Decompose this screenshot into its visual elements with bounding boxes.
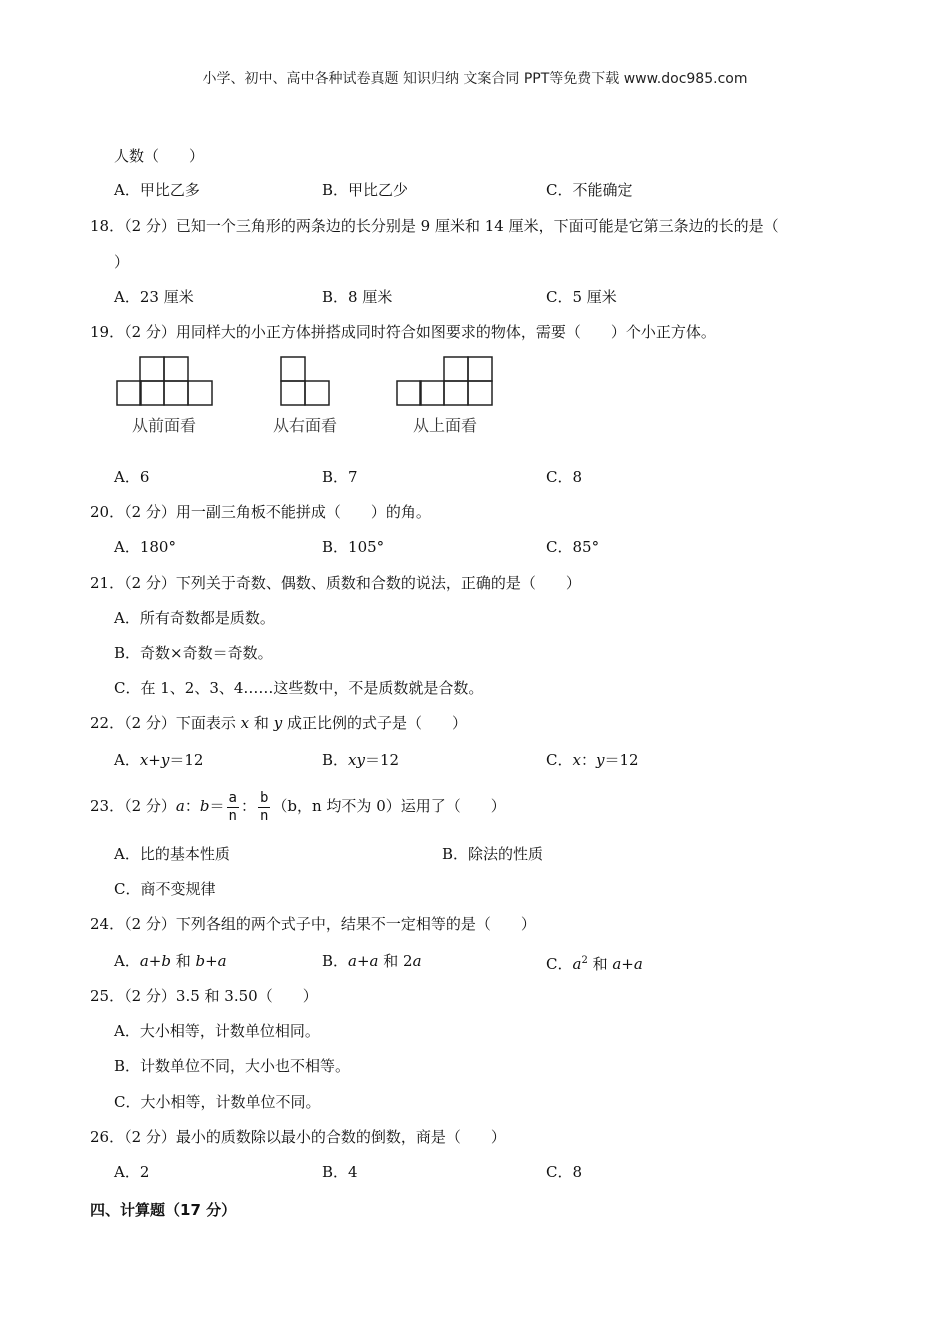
q22-c-colon: ： xyxy=(580,751,596,769)
q21-option-a: A．所有奇数都是质数。 xyxy=(114,609,275,627)
q23-option-b: B．除法的性质 xyxy=(442,845,544,863)
q24-b-label: B． xyxy=(322,952,349,970)
q22-c-y: y xyxy=(595,751,605,769)
q22-option-c xyxy=(546,750,639,770)
q23-colon-2: ： xyxy=(240,797,256,815)
q23-var-b: b xyxy=(199,797,210,815)
q25-option-a: A．大小相等，计数单位相同。 xyxy=(114,1022,320,1040)
q22-stem-post: 成正比例的式子是（ ） xyxy=(282,714,467,732)
q24-a-expr2: b+a xyxy=(195,952,227,970)
q23-colon: ： xyxy=(184,797,200,815)
q17-option-b: B．甲比乙少 xyxy=(322,181,409,199)
q25-option-b: B．计数单位不同，大小也不相等。 xyxy=(114,1057,351,1075)
q24-a-and: 和 xyxy=(170,952,196,970)
q22-a-expr: x+y xyxy=(139,751,170,769)
q19-stem: 19．（2 分）用同样大的小正方体拼搭成同时符合如图要求的物体，需要（ ）个小正方体。 xyxy=(90,323,716,341)
q26-option-b: B．4 xyxy=(322,1163,358,1181)
q23-option-a: A．比的基本性质 xyxy=(114,845,230,863)
q23-frac1-num: a xyxy=(228,789,237,806)
q25-stem: 25．（2 分）3.5 和 3.50（ ） xyxy=(90,987,318,1005)
q23-prefix: 23．（2 分） xyxy=(90,797,176,815)
q24-c-base: a xyxy=(572,955,582,973)
q22-stem-pre: 22．（2 分）下面表示 xyxy=(90,714,241,732)
q22-var-x: x xyxy=(240,714,250,732)
q24-option-c xyxy=(546,951,643,974)
q22-b-value: ＝12 xyxy=(364,751,400,769)
q18-stem: 18．（2 分）已知一个三角形的两条边的长分别是 9 厘米和 14 厘米，下面可能是它第三条边的长的是（ xyxy=(90,217,779,235)
q18-stem-end: ） xyxy=(114,253,130,271)
q17-option-c: C．不能确定 xyxy=(546,181,633,199)
q24-c-expr2: a+a xyxy=(612,955,643,973)
q23-option-c: C．商不变规律 xyxy=(114,880,216,898)
q23-stem-post: （b，n 均不为 0）运用了（ ） xyxy=(272,797,506,815)
q24-option-a xyxy=(114,951,227,971)
q22-and: 和 xyxy=(249,714,274,732)
q21-option-c: C．在 1、2、3、4……这些数中，不是质数就是合数。 xyxy=(114,679,484,697)
top-view-figure xyxy=(396,355,496,409)
q25-option-c: C．大小相等，计数单位不同。 xyxy=(114,1093,321,1111)
q22-option-b xyxy=(322,750,399,770)
q18-option-a: A．23 厘米 xyxy=(114,288,194,306)
q24-b-expr2: a xyxy=(412,952,422,970)
q24-c-exponent: 2 xyxy=(581,955,588,966)
section-heading-calculation: 四、计算题（17 分） xyxy=(90,1201,237,1219)
q22-b-expr: xy xyxy=(348,751,365,769)
right-view-figure xyxy=(280,355,334,409)
q23-stem xyxy=(90,788,506,825)
top-view-caption: 从上面看 xyxy=(413,416,478,435)
q22-var-y: y xyxy=(273,714,283,732)
q22-a-value: ＝12 xyxy=(169,751,204,769)
q19-option-c: C．8 xyxy=(546,468,583,486)
q24-stem: 24．（2 分）下列各组的两个式子中，结果不一定相等的是（ ） xyxy=(90,915,536,933)
front-view-caption: 从前面看 xyxy=(132,416,197,435)
q26-option-c: C．8 xyxy=(546,1163,583,1181)
q22-c-label: C． xyxy=(546,751,573,769)
q18-option-b: B．8 厘米 xyxy=(322,288,393,306)
q20-option-a: A．180° xyxy=(114,538,176,556)
q24-b-expr1: a+a xyxy=(348,952,379,970)
q23-var-a: a xyxy=(175,797,185,815)
q26-option-a: A．2 xyxy=(114,1163,150,1181)
q20-option-b: B．105° xyxy=(322,538,385,556)
q18-option-c: C．5 厘米 xyxy=(546,288,617,306)
q17-continuation: 人数（ ） xyxy=(114,147,205,165)
q20-option-c: C．85° xyxy=(546,538,600,556)
front-view-figure xyxy=(116,355,216,409)
right-view-caption: 从右面看 xyxy=(273,416,338,435)
page-header: 小学、初中、高中各种试卷真题 知识归纳 文案合同 PPT等免费下载 www.doc985.com xyxy=(202,71,748,87)
q23-fraction-b-over-n xyxy=(258,790,270,825)
q21-option-b: B．奇数×奇数＝奇数。 xyxy=(114,644,273,662)
q23-frac1-den: n xyxy=(228,807,237,824)
q22-b-label: B． xyxy=(322,751,349,769)
q19-option-a: A．6 xyxy=(114,468,150,486)
q24-c-and: 和 xyxy=(587,955,613,973)
q24-c-label: C． xyxy=(546,955,573,973)
q22-a-label: A． xyxy=(114,751,140,769)
q23-frac2-den: n xyxy=(259,807,269,824)
q23-equals: ＝ xyxy=(209,797,225,815)
q20-stem: 20．（2 分）用一副三角板不能拼成（ ）的角。 xyxy=(90,503,431,521)
q24-b-and: 和 2 xyxy=(378,952,413,970)
q23-fraction-a-over-n xyxy=(227,790,239,825)
q22-stem xyxy=(90,713,467,733)
q17-option-a: A．甲比乙多 xyxy=(114,181,200,199)
q19-option-b: B．7 xyxy=(322,468,358,486)
q22-c-value: ＝12 xyxy=(604,751,639,769)
q24-a-label: A． xyxy=(114,952,140,970)
q24-a-expr1: a+b xyxy=(139,952,171,970)
q26-stem: 26．（2 分）最小的质数除以最小的合数的倒数，商是（ ） xyxy=(90,1128,506,1146)
q21-stem: 21．（2 分）下列关于奇数、偶数、质数和合数的说法，正确的是（ ） xyxy=(90,574,581,592)
q22-option-a xyxy=(114,750,203,770)
q24-option-b xyxy=(322,951,422,971)
q22-c-x: x xyxy=(572,751,581,769)
q23-frac2-num: b xyxy=(259,789,269,806)
